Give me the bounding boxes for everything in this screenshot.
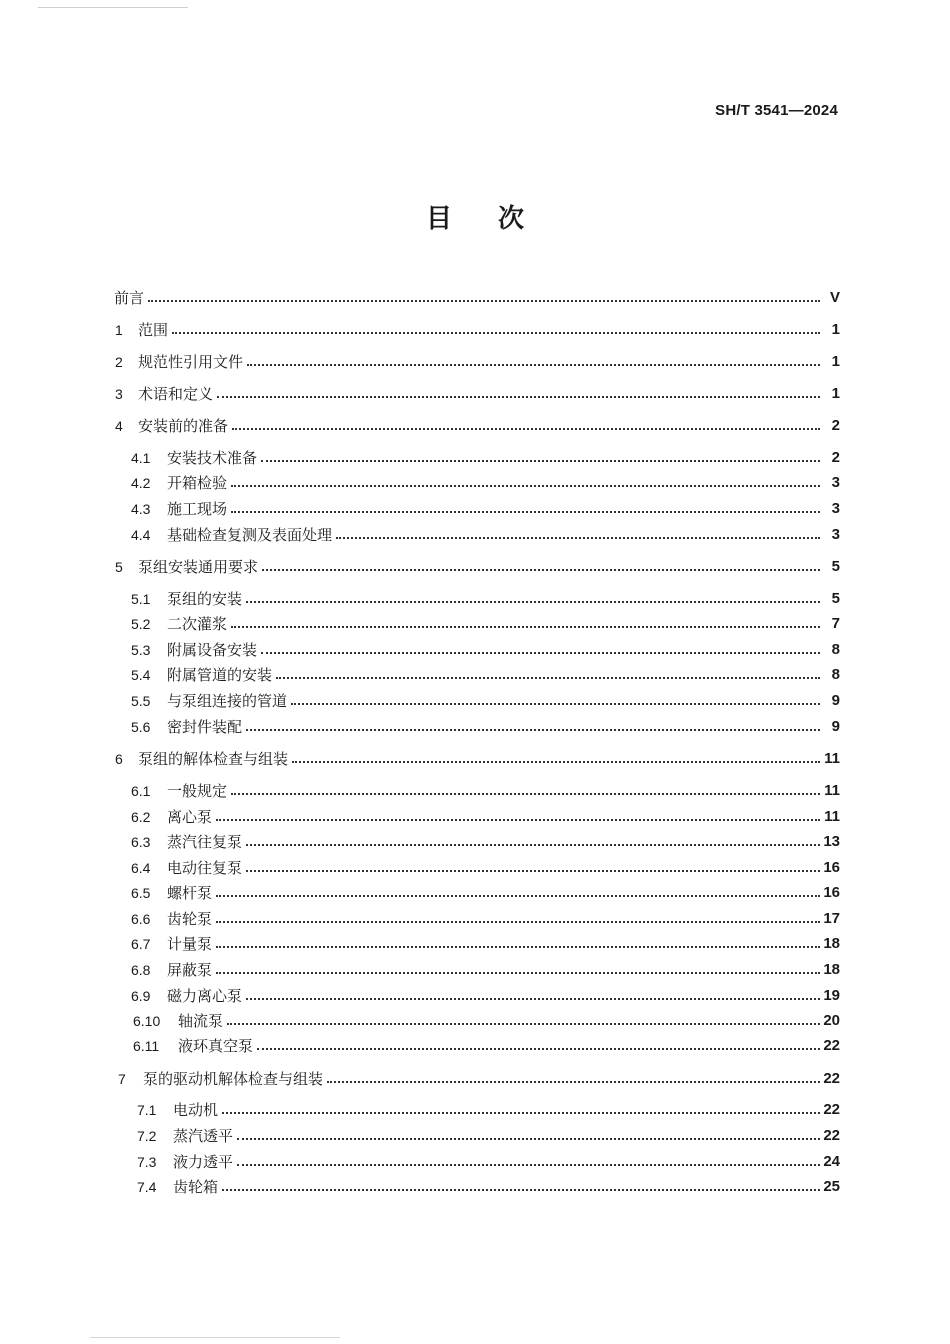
toc-entry-page: 17 [823,910,840,927]
toc-leader-dots [261,652,820,654]
toc-entry-number: 6.7 [131,936,151,952]
toc-entry-title: 开箱检验 [167,474,228,492]
toc-entry-number: 4.1 [131,450,151,466]
toc-entry-number: 6.4 [131,860,151,876]
toc-entry-number: 6.6 [131,911,151,927]
toc-entry-number: 4.4 [131,527,151,543]
toc-entry-number: 7.4 [137,1179,157,1195]
toc-leader-dots [292,761,820,763]
toc-entry-title: 蒸汽透平 [173,1127,234,1145]
toc-entry-page: 19 [823,987,840,1004]
toc-entry[interactable] [0,447,950,469]
toc-entry-number: 6 [115,751,123,767]
toc-entry[interactable] [0,524,950,546]
toc-entry-title: 范围 [138,321,169,339]
toc-entry-page: 20 [823,1012,840,1029]
toc-leader-dots [276,677,820,679]
toc-leader-dots [247,364,820,366]
toc-entry-number: 7.2 [137,1128,157,1144]
toc-entry[interactable] [0,1151,950,1173]
toc-entry-title: 屏蔽泵 [167,961,213,979]
toc-entry[interactable] [0,588,950,610]
toc-entry-title: 泵组安装通用要求 [138,558,259,576]
toc-entry-page: 1 [831,353,840,370]
toc-entry-page: 16 [823,859,840,876]
toc-entry-page: 5 [831,558,840,575]
toc-entry[interactable] [0,498,950,520]
toc-entry-page: 24 [823,1153,840,1170]
toc-leader-dots [216,819,820,821]
toc-entry-page: 18 [823,961,840,978]
toc-entry-page: 22 [823,1037,840,1054]
toc-entry-title: 施工现场 [167,500,228,518]
toc-entry-title: 泵组的解体检查与组装 [138,750,289,768]
toc-leader-dots [261,460,820,462]
standard-code: SH/T 3541—2024 [715,102,838,119]
toc-entry-title: 前言 [114,289,145,307]
toc-entry[interactable] [0,1068,950,1090]
toc-entry[interactable] [0,613,950,635]
toc-entry-title: 液环真空泵 [178,1037,254,1055]
toc-leader-dots [231,511,820,513]
toc-entry-page: 8 [831,666,840,683]
toc-entry[interactable] [0,882,950,904]
toc-leader-dots [231,485,820,487]
toc-entry-page: 2 [831,417,840,434]
toc-entry-number: 6.10 [133,1013,161,1029]
toc-entry-number: 1 [115,322,123,338]
toc-entry-number: 6.11 [133,1038,160,1054]
toc-entry[interactable] [0,383,950,405]
toc-entry-number: 5.6 [131,719,151,735]
toc-entry[interactable] [0,319,950,341]
toc-entry-number: 7.3 [137,1154,157,1170]
toc-entry-number: 7.1 [137,1102,157,1118]
toc-entry[interactable] [0,933,950,955]
toc-entry-title: 与泵组连接的管道 [167,692,288,710]
toc-entry-title: 齿轮泵 [167,910,213,928]
toc-entry-title: 安装技术准备 [167,449,258,467]
toc-entry-title: 泵组的安装 [167,590,243,608]
toc-leader-dots [148,300,820,302]
toc-entry-number: 4.3 [131,501,151,517]
toc-entry-page: 22 [823,1127,840,1144]
toc-leader-dots [237,1138,820,1140]
toc-entry-page: 13 [823,833,840,850]
toc-entry[interactable] [0,472,950,494]
toc-entry-title: 蒸汽往复泵 [167,833,243,851]
toc-entry[interactable] [0,857,950,879]
toc-entry-title: 齿轮箱 [173,1178,219,1196]
toc-entry-title: 轴流泵 [178,1012,224,1030]
scan-artifact-bottom [90,1337,340,1338]
toc-leader-dots [216,946,820,948]
toc-entry[interactable] [0,639,950,661]
toc-leader-dots [217,396,820,398]
toc-leader-dots [227,1023,820,1025]
toc-entry-number: 6.9 [131,988,151,1004]
toc-entry[interactable] [0,985,950,1007]
toc-leader-dots [246,729,820,731]
toc-entry-title: 附属管道的安装 [167,666,273,684]
toc-entry[interactable] [0,716,950,738]
toc-entry-number: 5.3 [131,642,151,658]
toc-leader-dots [216,895,820,897]
toc-leader-dots [231,626,820,628]
toc-entry-page: 11 [824,782,840,799]
toc-entry-page: 8 [831,641,840,658]
toc-entry-number: 3 [115,386,123,402]
toc-leader-dots [231,793,820,795]
toc-leader-dots [232,428,820,430]
toc-entry-page: 11 [824,750,840,767]
toc-leader-dots [246,870,820,872]
toc-entry[interactable] [0,415,950,437]
toc-entry-title: 密封件装配 [167,718,243,736]
toc-entry-title: 螺杆泵 [167,884,213,902]
toc-entry-title: 泵的驱动机解体检查与组装 [143,1070,324,1088]
toc-entry-number: 6.2 [131,809,151,825]
toc-leader-dots [237,1164,820,1166]
toc-leader-dots [172,332,820,334]
toc-entry-page: 3 [831,500,840,517]
toc-entry[interactable] [0,287,950,309]
toc-entry-number: 7 [118,1071,126,1087]
toc-entry-page: 9 [831,718,840,735]
toc-entry-page: 7 [831,615,840,632]
toc-leader-dots [246,844,820,846]
toc-entry-title: 安装前的准备 [138,417,229,435]
toc-leader-dots [291,703,820,705]
toc-entry-page: 22 [823,1101,840,1118]
toc-entry[interactable] [0,1099,950,1121]
toc-entry[interactable] [0,664,950,686]
toc-entry[interactable] [0,959,950,981]
toc-entry-page: V [829,289,840,306]
toc-leader-dots [216,972,820,974]
toc-entry[interactable] [0,908,950,930]
toc-entry[interactable] [0,831,950,853]
toc-entry-number: 5.1 [131,591,151,607]
toc-entry-title: 电动往复泵 [167,859,243,877]
toc-entry[interactable] [0,1035,950,1057]
toc-entry[interactable] [0,806,950,828]
toc-entry-page: 5 [831,590,840,607]
toc-entry-page: 11 [824,808,840,825]
toc-entry[interactable] [0,780,950,802]
toc-entry[interactable] [0,351,950,373]
toc-entry[interactable] [0,690,950,712]
toc-entry-page: 1 [831,321,840,338]
toc-entry-number: 5 [115,559,123,575]
toc-entry-number: 4 [115,418,123,434]
toc-entry-number: 2 [115,354,123,370]
toc-entry-number: 6.8 [131,962,151,978]
toc-entry-title: 电动机 [173,1101,219,1119]
toc-entry-page: 3 [831,526,840,543]
toc-entry-page: 2 [831,449,840,466]
toc-leader-dots [246,601,820,603]
toc-entry-title: 液力透平 [173,1153,234,1171]
toc-entry-number: 5.4 [131,667,151,683]
toc-leader-dots [246,998,820,1000]
toc-leader-dots [216,921,820,923]
toc-entry[interactable] [0,1125,950,1147]
toc-entry-page: 9 [831,692,840,709]
toc-entry-page: 1 [831,385,840,402]
toc-entry-number: 6.3 [131,834,151,850]
toc-entry-number: 6.1 [131,783,151,799]
toc-entry-title: 磁力离心泵 [167,987,243,1005]
toc-entry-page: 25 [823,1178,840,1195]
toc-entry-title: 基础检查复测及表面处理 [167,526,333,544]
toc-entry-title: 离心泵 [167,808,213,826]
toc-entry-title: 二次灌浆 [167,615,228,633]
toc-entry-title: 一般规定 [167,782,228,800]
toc-entry-page: 22 [823,1070,840,1087]
toc-entry-title: 计量泵 [167,935,213,953]
toc-entry-number: 5.2 [131,616,151,632]
toc-entry-page: 3 [831,474,840,491]
toc-leader-dots [327,1081,820,1083]
toc-entry-number: 5.5 [131,693,151,709]
toc-entry[interactable] [0,556,950,578]
toc-entry[interactable] [0,1176,950,1198]
toc-entry-title: 附属设备安装 [167,641,258,659]
toc-entry-page: 16 [823,884,840,901]
toc-leader-dots [336,537,820,539]
toc-entry-number: 4.2 [131,475,151,491]
toc-entry-title: 术语和定义 [138,385,214,403]
toc-entry-title: 规范性引用文件 [138,353,244,371]
toc-leader-dots [262,569,820,571]
toc-leader-dots [222,1189,820,1191]
toc-entry-number: 6.5 [131,885,151,901]
toc-leader-dots [222,1112,820,1114]
toc-leader-dots [257,1048,820,1050]
toc-entry-page: 18 [823,935,840,952]
page-title: 目次 [425,204,570,234]
toc-entry[interactable] [0,748,950,770]
toc-entry[interactable] [0,1010,950,1032]
